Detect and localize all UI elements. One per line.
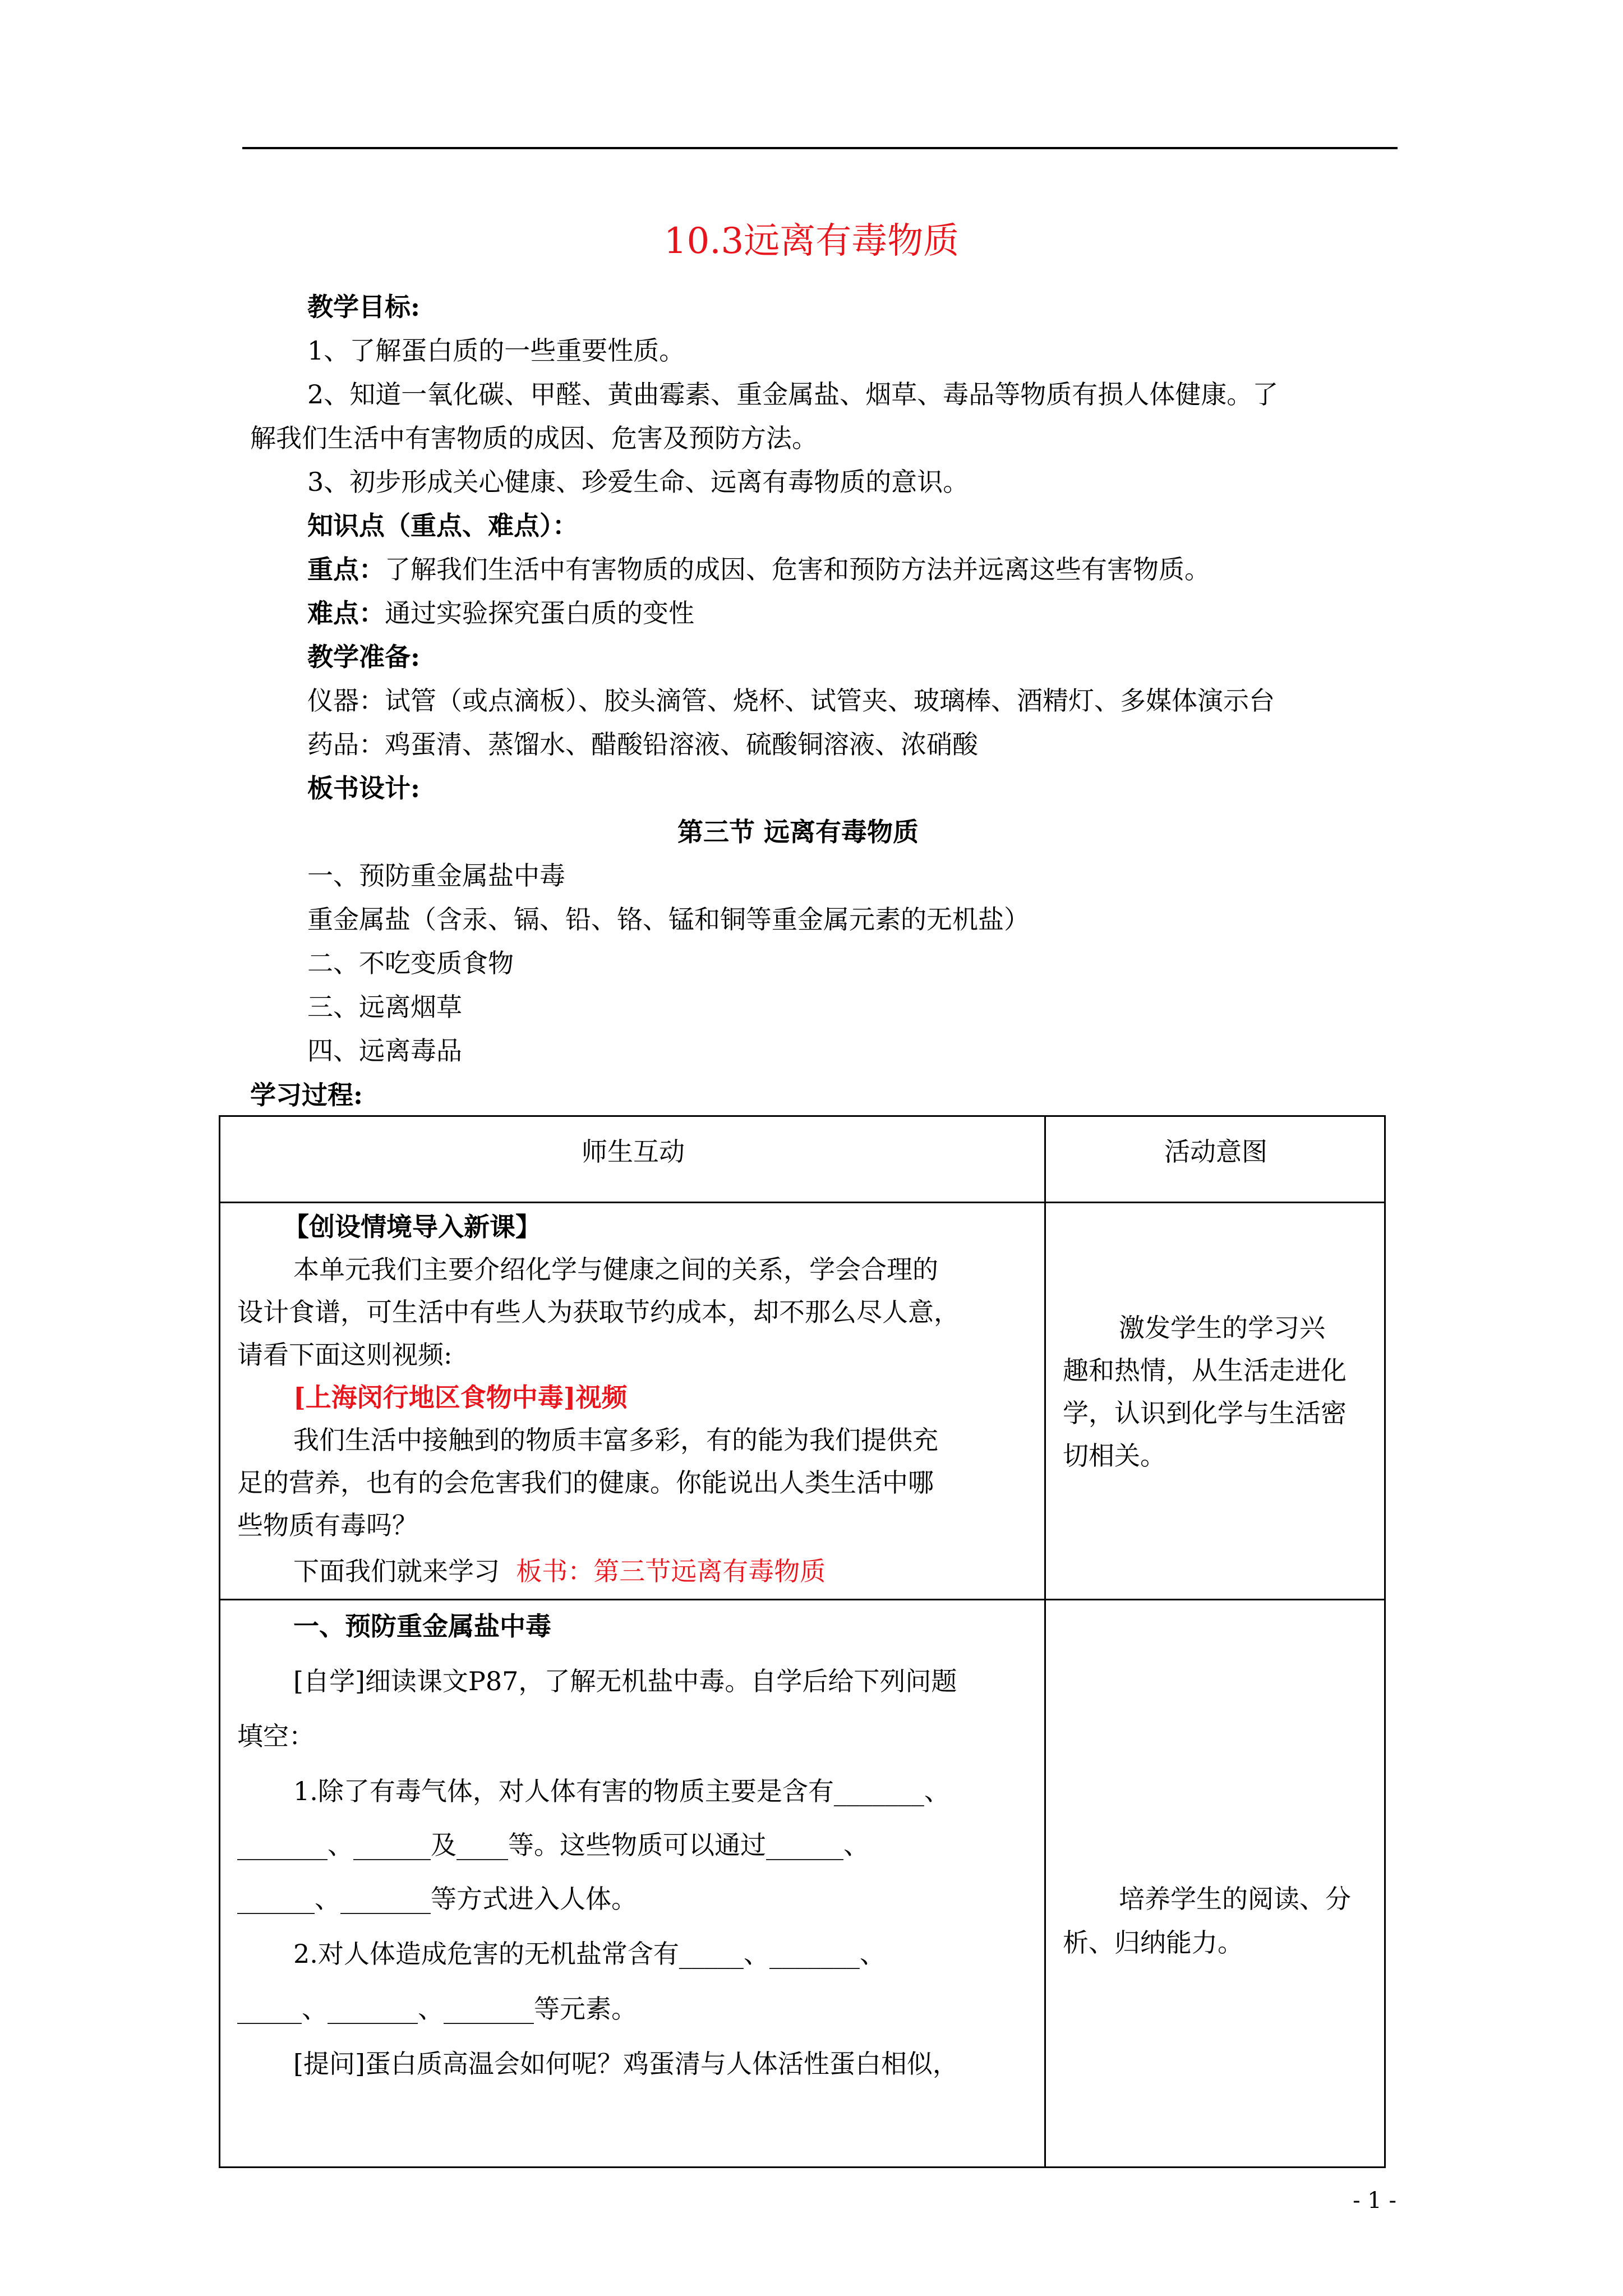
difficult-point-text: 通过实验探究蛋白质的变性 [385, 598, 694, 628]
knowledge-heading: 知识点（重点、难点）： [307, 510, 578, 541]
objective-2-line2: 解我们生活中有害物质的成因、危害及预防方法。 [250, 423, 818, 453]
board-subtitle: 第三节 远离有毒物质 [677, 817, 919, 847]
row1-para2c: 些物质有毒吗？ [237, 1510, 418, 1540]
row2-question2-b: _____、_______、_______等元素。 [237, 1994, 637, 2024]
row2-intent-b: 析、归纳能力。 [1063, 1927, 1243, 1958]
header-cell-interaction [220, 1116, 1045, 1203]
row1-video-link: [上海闵行地区食物中毒]视频 [293, 1382, 628, 1412]
row2-intent-cell [1045, 1600, 1385, 2168]
instruments-list: 仪器：试管（或点滴板）、胶头滴管、烧杯、试管夹、玻璃棒、酒精灯、多媒体演示台 [307, 685, 1275, 716]
key-point-text: 了解我们生活中有害物质的成因、危害和预防方法并远离这些有害物质。 [385, 554, 1210, 585]
key-point [307, 551, 1210, 587]
col-header-intent: 活动意图 [1164, 1137, 1267, 1167]
objective-2-line1: 2、知道一氧化碳、甲醛、黄曲霉素、重金属盐、烟草、毒品等物质有损人体健康。了 [307, 379, 1279, 409]
row1-para2a: 我们生活中接触到的物质丰富多彩，有的能为我们提供充 [293, 1425, 938, 1455]
row1-intent-a: 激发学生的学习兴 [1119, 1313, 1325, 1343]
table-row [220, 1600, 1385, 2168]
table-header-row [220, 1116, 1385, 1203]
row2-study-b: 填空： [237, 1721, 315, 1751]
objective-3: 3、初步形成关心健康、珍爱生命、远离有毒物质的意识。 [307, 467, 969, 497]
board-heading: 板书设计: [307, 773, 420, 803]
row1-para3 [293, 1553, 826, 1589]
objective-1: 1、了解蛋白质的一些重要性质。 [307, 335, 685, 366]
row2-question1-b: _______、______及____等。这些物质可以通过______、 [237, 1830, 869, 1860]
board-line-2: 重金属盐（含汞、镉、铅、铬、锰和铜等重金属元素的无机盐） [307, 904, 1030, 935]
objectives-heading: 教学目标: [307, 292, 420, 322]
row1-heading: 【创设情境导入新课】 [283, 1212, 541, 1242]
board-line-3: 二、不吃变质食物 [307, 948, 514, 978]
board-line-5: 四、远离毒品 [307, 1036, 462, 1066]
process-heading: 学习过程: [250, 1080, 363, 1110]
difficult-point [307, 595, 694, 631]
page-number: - 1 - [1353, 2188, 1396, 2214]
header-cell-intent [1045, 1116, 1385, 1203]
row2-heading: 一、预防重金属盐中毒 [293, 1611, 551, 1641]
table-row [220, 1203, 1385, 1600]
row1-para1a: 本单元我们主要介绍化学与健康之间的关系，学会合理的 [293, 1254, 938, 1285]
board-line-1: 一、预防重金属盐中毒 [307, 861, 565, 891]
row2-question1-a: 1.除了有毒气体，对人体有害的物质主要是含有_______、 [293, 1776, 950, 1806]
row1-para2b: 足的营养，也有的会危害我们的健康。你能说出人类生活中哪 [237, 1467, 934, 1498]
key-point-label: 重点： [307, 554, 385, 585]
col-header-interaction: 师生互动 [582, 1137, 685, 1167]
row2-intent-a: 培养学生的阅读、分 [1119, 1884, 1351, 1914]
row2-question1-c: ______、_______等方式进入人体。 [237, 1884, 637, 1914]
row1-para1c: 请看下面这则视频: [237, 1340, 453, 1370]
row1-interaction-cell [220, 1203, 1045, 1600]
row2-study-a: [自学]细读课文P87，了解无机盐中毒。自学后给下列问题 [293, 1666, 957, 1696]
board-line-4: 三、远离烟草 [307, 992, 462, 1022]
row2-ask: [提问]蛋白质高温会如何呢？鸡蛋清与人体活性蛋白相似， [293, 2049, 958, 2079]
preparation-heading: 教学准备: [307, 642, 420, 672]
row1-intent-c: 学，认识到化学与生活密 [1063, 1398, 1347, 1428]
row1-intent-d: 切相关。 [1063, 1441, 1166, 1471]
difficult-point-label: 难点： [307, 598, 385, 628]
row2-interaction-cell [220, 1600, 1045, 2168]
page-title: 10.3远离有毒物质 [663, 220, 960, 262]
row1-para1b: 设计食谱，可生活中有些人为获取节约成本，却不那么尽人意， [237, 1297, 960, 1327]
row2-question2-a: 2.对人体造成危害的无机盐常含有_____、_______、 [293, 1939, 886, 1969]
row1-para3-text: 下面我们就来学习 [293, 1556, 500, 1586]
row1-board-note: 板书：第三节远离有毒物质 [516, 1556, 826, 1586]
row1-intent-b: 趣和热情，从生活走进化 [1063, 1355, 1347, 1386]
process-table [219, 1115, 1386, 2168]
reagents-list: 药品：鸡蛋清、蒸馏水、醋酸铅溶液、硫酸铜溶液、浓硝酸 [307, 729, 978, 760]
row1-intent-cell [1045, 1203, 1385, 1600]
header-rule [242, 147, 1398, 149]
